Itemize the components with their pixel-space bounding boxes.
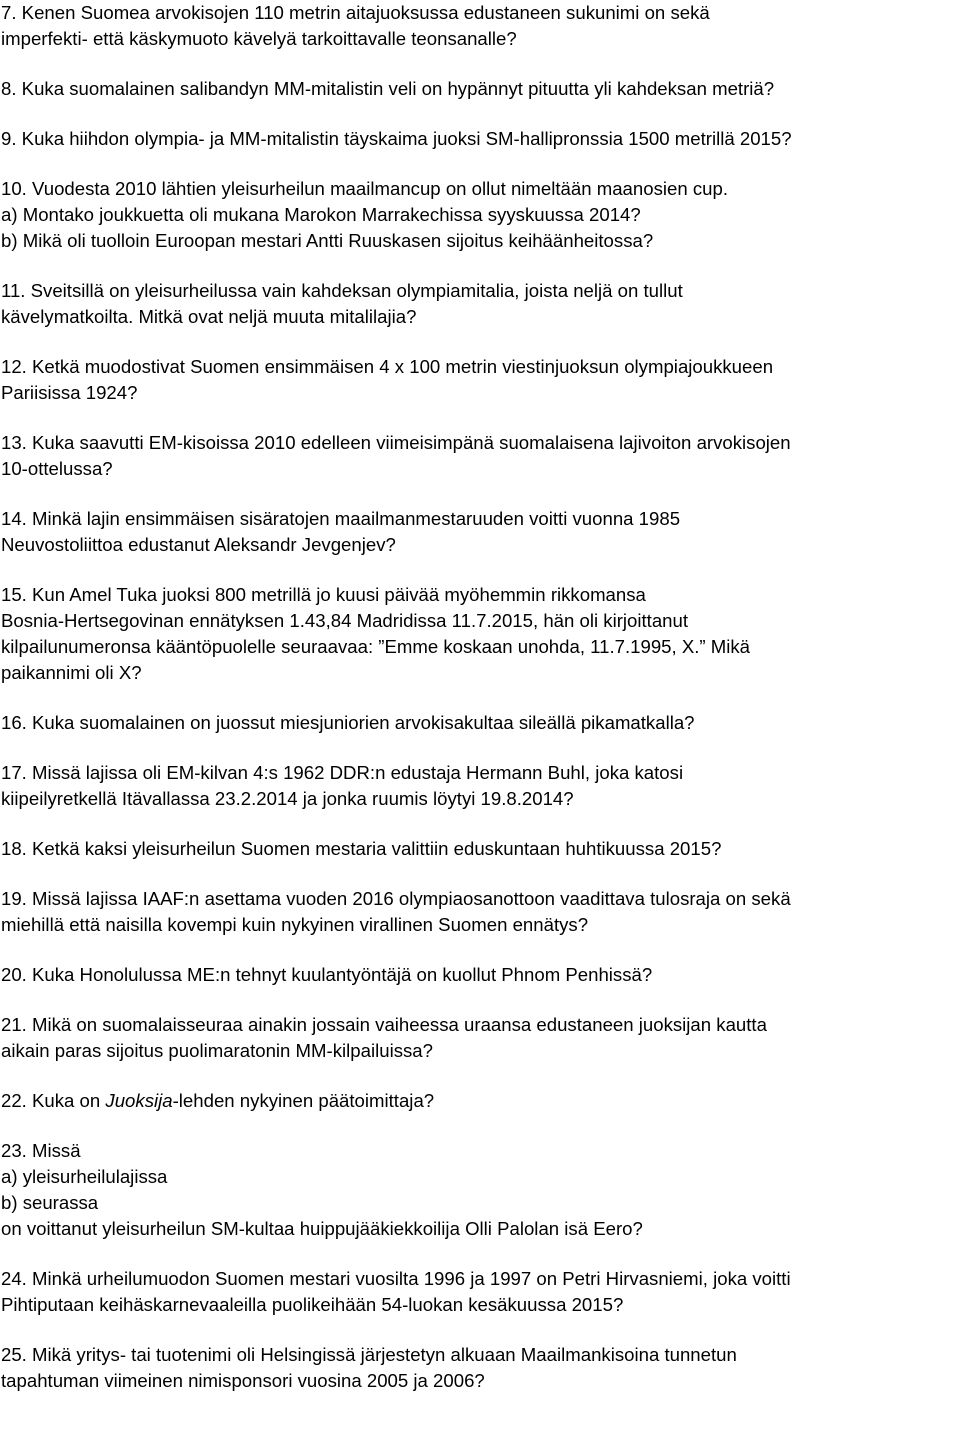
question-17	[1, 760, 960, 812]
question-22	[1, 1088, 960, 1114]
question-10-line-3: b) Mikä oli tuolloin Euroopan mestari Antti Ruuskasen sijoitus keihäänheitossa?	[1, 230, 654, 251]
question-12-line-2: Pariisissa 1924?	[1, 382, 138, 403]
question-9-line-1: 9. Kuka hiihdon olympia- ja MM-mitalistin täyskaima juoksi SM-hallipronssia 1500 metrillä 2015?	[1, 128, 792, 149]
question-15-line-2: Bosnia-Hertsegovinan ennätyksen 1.43,84 Madridissa 11.7.2015, hän oli kirjoittanut	[1, 610, 689, 631]
question-22-magazine-name: Juoksija	[105, 1090, 173, 1111]
question-10	[1, 176, 960, 254]
question-25-line-2: tapahtuman viimeinen nimisponsori vuosina 2005 ja 2006?	[1, 1370, 485, 1391]
question-11-line-2: kävelymatkoilta. Mitkä ovat neljä muuta mitalilajia?	[1, 306, 417, 327]
question-9	[1, 126, 960, 152]
question-25-line-1: 25. Mikä yritys- tai tuotenimi oli Helsingissä järjestetyn alkuaan Maailmankisoina tunnetun	[1, 1344, 737, 1365]
question-8-line-1: 8. Kuka suomalainen salibandyn MM-mitalistin veli on hypännyt pituutta yli kahdeksan metriä?	[1, 78, 775, 99]
question-15	[1, 582, 960, 686]
question-17-line-1: 17. Missä lajissa oli EM-kilvan 4:s 1962 DDR:n edustaja Hermann Buhl, joka katosi	[1, 762, 684, 783]
question-13	[1, 430, 960, 482]
question-23-line-3: b) seurassa	[1, 1192, 99, 1213]
question-22-suffix: -lehden nykyinen päätoimittaja?	[172, 1090, 435, 1111]
question-7-line-1: 7. Kenen Suomea arvokisojen 110 metrin aitajuoksussa edustaneen sukunimi on sekä	[1, 2, 710, 23]
question-14-line-1: 14. Minkä lajin ensimmäisen sisäratojen maailmanmestaruuden voitti vuonna 1985	[1, 508, 681, 529]
question-13-line-2: 10-ottelussa?	[1, 458, 113, 479]
question-19	[1, 886, 960, 938]
question-19-line-1: 19. Missä lajissa IAAF:n asettama vuoden 2016 olympiaosanottoon vaadittava tulosraja on sekä	[1, 888, 791, 909]
question-15-line-1: 15. Kun Amel Tuka juoksi 800 metrillä jo kuusi päivää myöhemmin rikkomansa	[1, 584, 646, 605]
question-23-line-2: a) yleisurheilulajissa	[1, 1166, 168, 1187]
question-11-line-1: 11. Sveitsillä on yleisurheilussa vain kahdeksan olympiamitalia, joista neljä on tullut	[1, 280, 683, 301]
question-10-line-1: 10. Vuodesta 2010 lähtien yleisurheilun maailmancup on ollut nimeltään maanosien cup.	[1, 178, 728, 199]
question-21-line-1: 21. Mikä on suomalaisseuraa ainakin jossain vaiheessa uraansa edustaneen juoksijan kautta	[1, 1014, 767, 1035]
question-24-line-1: 24. Minkä urheilumuodon Suomen mestari vuosilta 1996 ja 1997 on Petri Hirvasniemi, joka voitti	[1, 1268, 791, 1289]
question-25	[1, 1342, 960, 1394]
question-20-line-1: 20. Kuka Honolulussa ME:n tehnyt kuulantyöntäjä on kuollut Phnom Penhissä?	[1, 964, 653, 985]
question-24	[1, 1266, 960, 1318]
question-23-line-1: 23. Missä	[1, 1140, 81, 1161]
question-7-line-2: imperfekti- että käskymuoto kävelyä tarkoittavalle teonsanalle?	[1, 28, 517, 49]
question-13-line-1: 13. Kuka saavutti EM-kisoissa 2010 edelleen viimeisimpänä suomalaisena lajivoiton arvokisojen	[1, 432, 791, 453]
question-22-line-1	[1, 1088, 960, 1114]
question-15-line-4: paikannimi oli X?	[1, 662, 142, 683]
question-18	[1, 836, 960, 862]
question-14	[1, 506, 960, 558]
question-24-line-2: Pihtiputaan keihäskarnevaaleilla puolikeihään 54-luokan kesäkuussa 2015?	[1, 1294, 624, 1315]
question-20	[1, 962, 960, 988]
question-23-line-4: on voittanut yleisurheilun SM-kultaa huippujääkiekkoilija Olli Palolan isä Eero?	[1, 1218, 643, 1239]
question-23	[1, 1138, 960, 1242]
question-10-line-2: a) Montako joukkuetta oli mukana Marokon Marrakechissa syyskuussa 2014?	[1, 204, 641, 225]
question-18-line-1: 18. Ketkä kaksi yleisurheilun Suomen mestaria valittiin eduskuntaan huhtikuussa 2015?	[1, 838, 722, 859]
question-17-line-2: kiipeilyretkellä Itävallassa 23.2.2014 ja jonka ruumis löytyi 19.8.2014?	[1, 788, 574, 809]
question-8	[1, 76, 960, 102]
question-16	[1, 710, 960, 736]
question-12	[1, 354, 960, 406]
question-7	[1, 0, 960, 52]
question-21	[1, 1012, 960, 1064]
question-11	[1, 278, 960, 330]
question-12-line-1: 12. Ketkä muodostivat Suomen ensimmäisen 4 x 100 metrin viestinjuoksun olympiajoukkueen	[1, 356, 774, 377]
question-19-line-2: miehillä että naisilla kovempi kuin nykyinen virallinen Suomen ennätys?	[1, 914, 589, 935]
question-15-line-3: kilpailunumeronsa kääntöpuolelle seuraavaa: ”Emme koskaan unohda, 11.7.1995, X.” Mikä	[1, 636, 751, 657]
question-22-prefix: 22. Kuka on	[1, 1090, 106, 1111]
question-21-line-2: aikain paras sijoitus puolimaratonin MM-kilpailuissa?	[1, 1040, 433, 1061]
question-16-line-1: 16. Kuka suomalainen on juossut miesjuniorien arvokisakultaa sileällä pikamatkalla?	[1, 712, 695, 733]
question-14-line-2: Neuvostoliittoa edustanut Aleksandr Jevgenjev?	[1, 534, 396, 555]
